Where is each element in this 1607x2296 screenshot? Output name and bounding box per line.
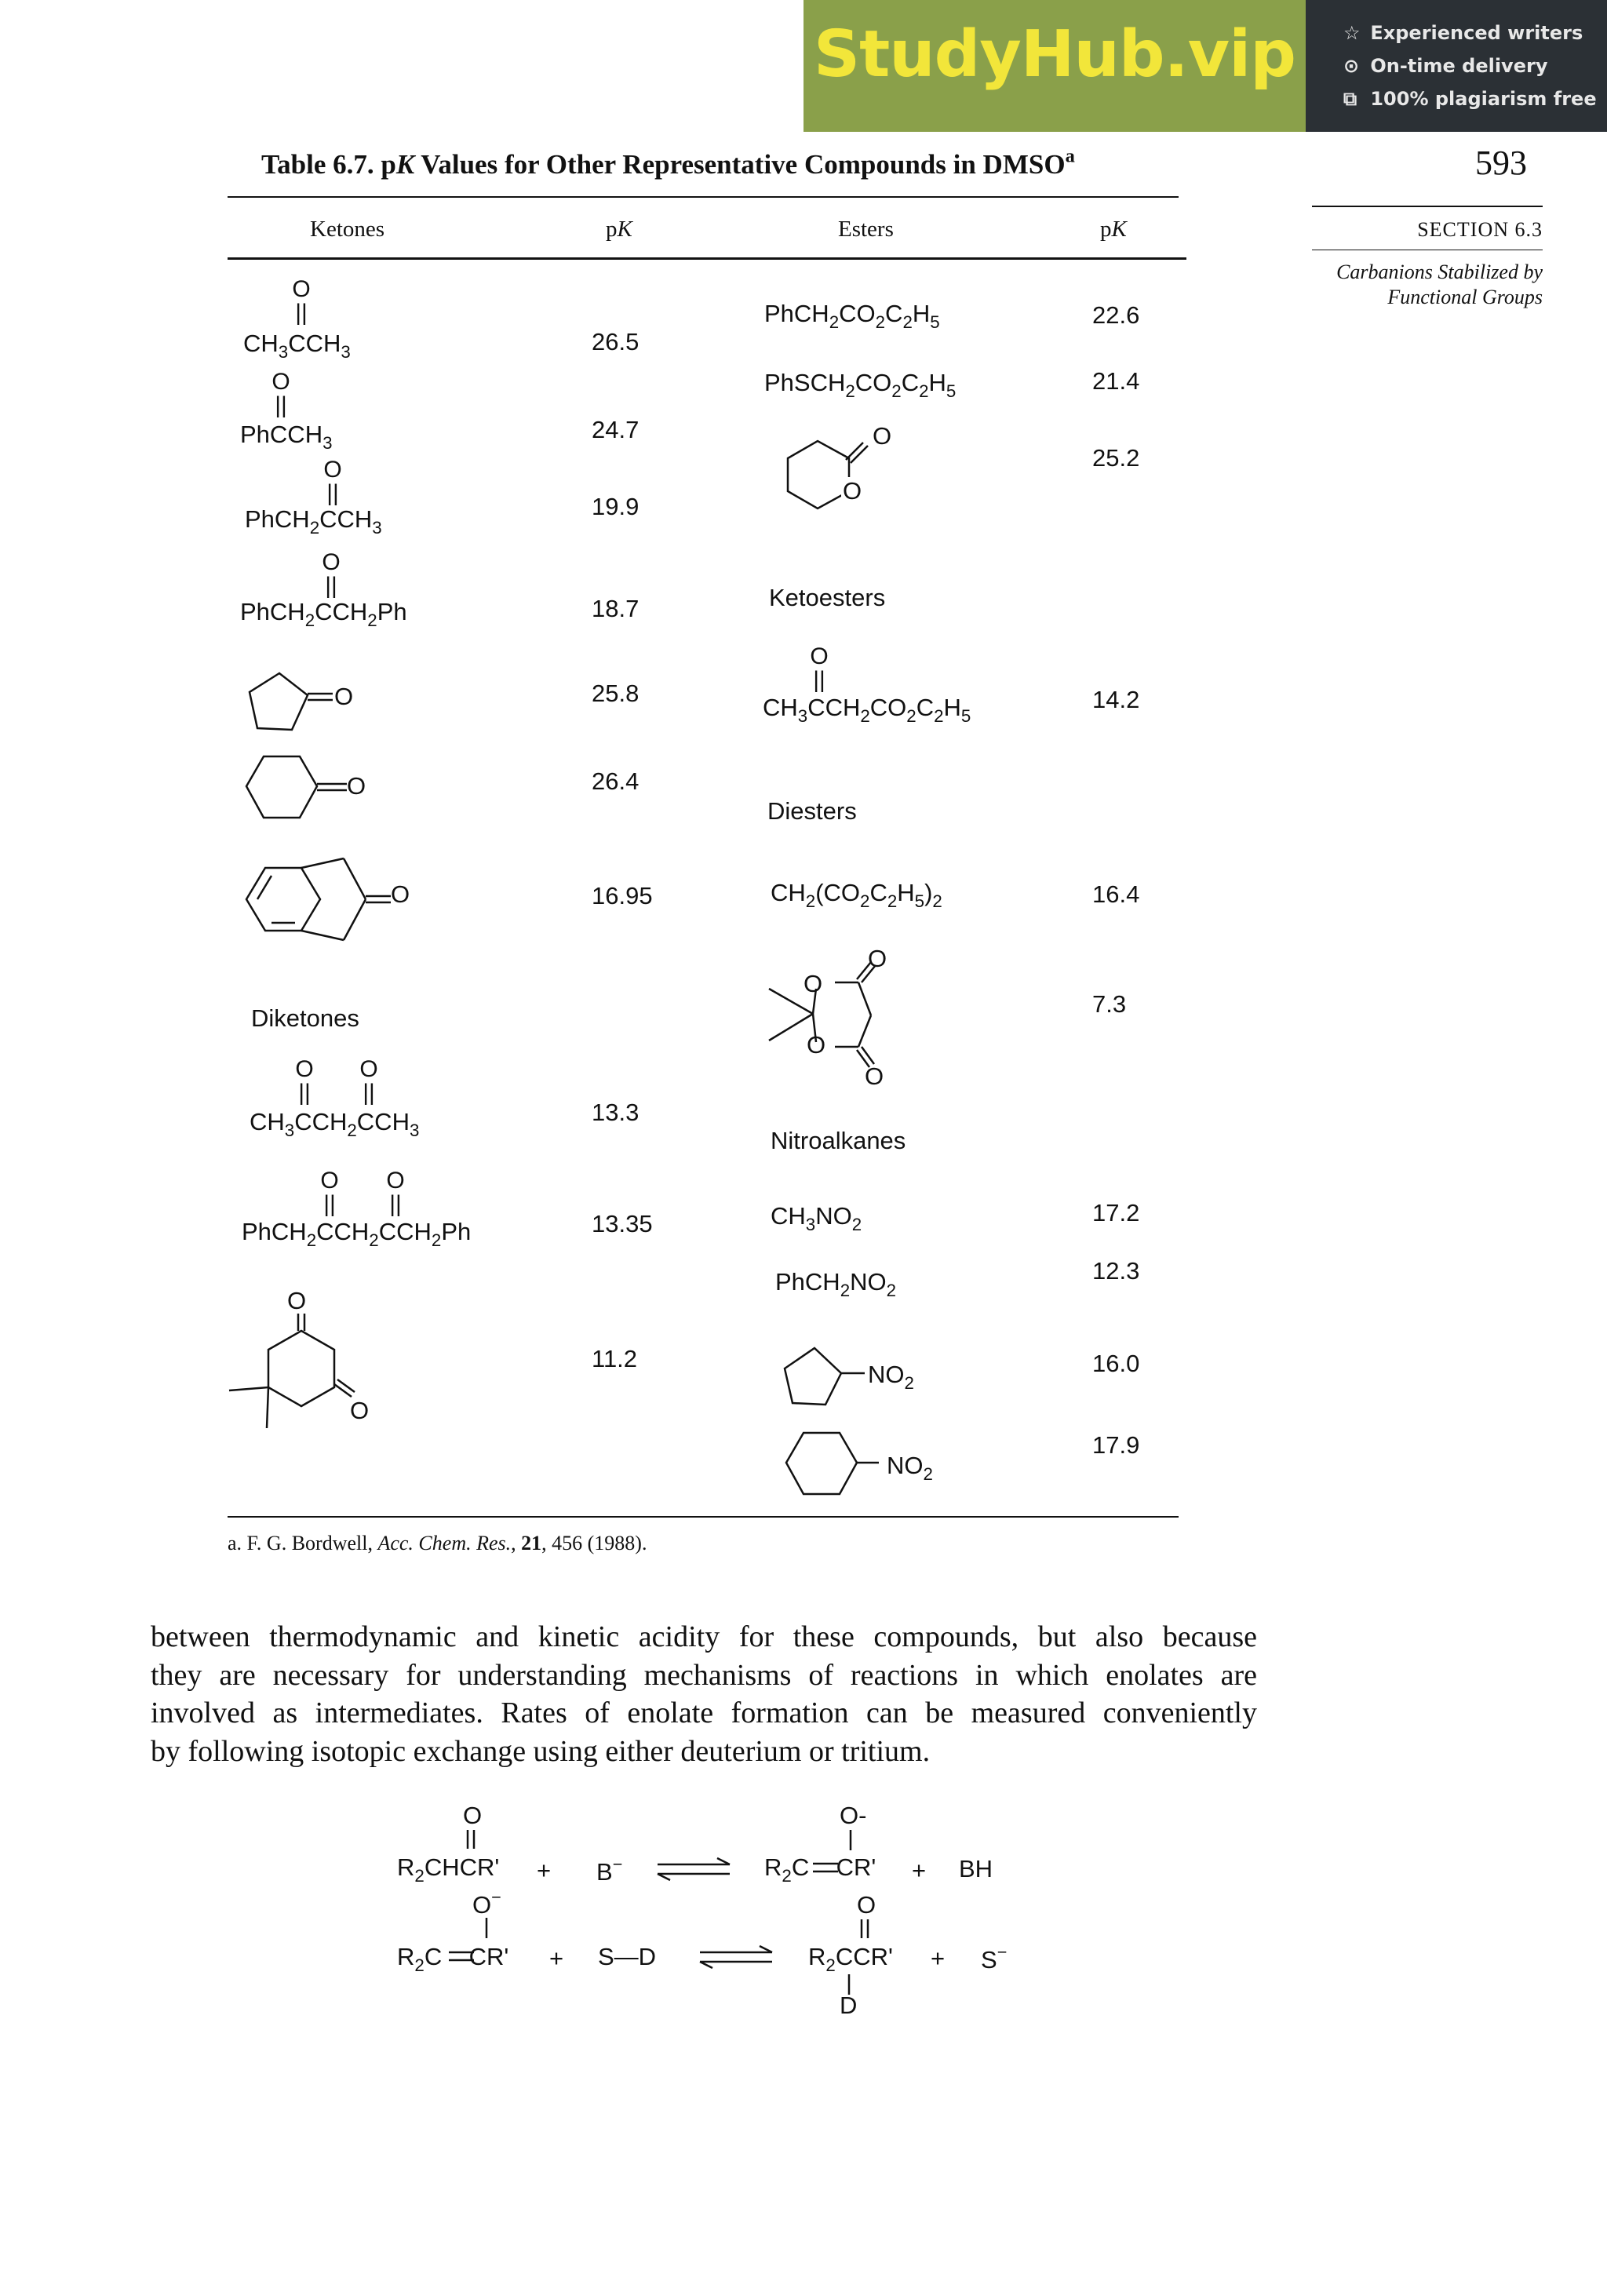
pk-acetophenone: 24.7 [592,416,640,443]
carbonyl-oxygen: O || [359,1056,378,1106]
deuterated-solvent: S—D [598,1943,657,1970]
pk-ethyl-phenylacetate: 22.6 [1092,301,1140,329]
compound-diethyl-malonate: $CH_2(CO_2C_2H_5)_2$ [771,879,942,911]
compound-dibenzoylmethane: $PhCH_2CCH_2CCH_2Ph$ [242,1218,472,1250]
compound-ethyl-acetoacetate: $CH_3CCH_2CO_2C_2H_5$ [763,694,971,726]
plus-sign: + [549,1944,564,1972]
meldrums-ring-oxygen-top: O [804,970,823,997]
compound-ethyl-phenylthioacetate: $PhSCH_2CO_2C_2H_5$ [764,369,957,401]
banner-feature-plagiarism: ⧉ 100% plagiarism free [1343,88,1597,110]
meldrums-ring-oxygen-bottom: O [807,1031,826,1059]
compound-ethyl-phenylacetate: $PhCH_2CO_2C_2H_5$ [764,300,940,332]
table-title: Table 6.7. pK Values for Other Representative Compounds in DMSO$^a$ [261,145,1075,180]
carbonyl-oxygen: O || [810,643,829,693]
pk-diethyl-malonate: 16.4 [1092,880,1140,908]
compound-acetone: $CH_3CCH_3$ [243,330,351,362]
enolate-oxygen: O− [472,1886,501,1919]
group-label-diketones: Diketones [251,1004,359,1032]
enolate-product: $R_2C$ CR' [764,1853,876,1886]
pk-acetone: 26.5 [592,328,640,355]
valerolactone-ring-oxygen: O [843,477,862,505]
nitrocyclopentane-nitro-group: $NO_2$ [868,1361,914,1393]
valerolactone-carbonyl-oxygen: O [873,422,892,450]
plus-sign: + [912,1857,927,1884]
carbonyl-oxygen: O || [320,1168,339,1217]
compound-acetophenone: PhCCH$_3$ [240,421,333,453]
carbonyl-oxygen: O || [323,457,342,506]
compound-nitromethane: $CH_3NO_2$ [771,1202,862,1234]
compound-phenylacetone: $PhCH_2CCH_3$ [245,505,382,538]
pk-dimedone: 11.2 [592,1345,638,1372]
star-icon: ☆ [1343,22,1361,44]
reactant-ketone: $R_2CHCR'$ [397,1853,500,1886]
column-header-ketones: Ketones [310,217,385,242]
enolate-oxygen: O- [840,1802,867,1829]
pk-nitrocyclopentane: 16.0 [1092,1350,1140,1377]
enolate-reactant: $R_2C$ CR' [397,1943,509,1975]
dimedone-oxygen-bottom: O [350,1397,370,1424]
body-line: by following isotopic exchange using either deuterium or tritium. [151,1734,931,1768]
compound-acetylacetone: $CH_3CCH_2CCH_3$ [250,1108,420,1140]
dimedone-oxygen-top: O [287,1287,307,1314]
column-header-pk-right: pK [1100,217,1127,242]
meldrums-carbonyl-oxygen-top: O [868,945,887,972]
page-number: 593 [1475,144,1527,182]
banner-feature-writers: ☆ Experienced writers [1343,22,1583,44]
conjugate-acid: BH [959,1855,993,1882]
pk-meldrums-acid: 7.3 [1092,990,1127,1018]
pk-acetylacetone: 13.3 [592,1099,640,1126]
clock-icon: ⊙ [1343,55,1360,77]
deuterated-ketone: $R_2CCR'$ [808,1943,893,1975]
pk-cyclohexanone: 26.4 [592,767,640,795]
deuterium-atom: D [840,1992,858,2019]
column-header-pk-left: pK [606,217,632,242]
plus-sign: + [931,1944,946,1972]
cyclohexanone-oxygen: O [347,772,366,800]
table-footnote: a. F. G. Bordwell, Acc. Chem. Res., 21, 456 (1988). [228,1532,647,1554]
pk-nitromethane: 17.2 [1092,1199,1140,1226]
section-title-line2: Functional Groups [1387,286,1543,308]
cyclopentanone-oxygen: O [334,683,354,710]
product-carbonyl-oxygen: O [857,1891,876,1919]
carbonyl-oxygen: O || [271,369,290,418]
pk-ethyl-acetoacetate: 14.2 [1092,686,1140,713]
section-title-line1: Carbanions Stabilized by [1336,261,1543,283]
copy-icon: ⧉ [1343,88,1357,110]
reactant-carbonyl-oxygen: O [463,1802,483,1829]
column-header-esters: Esters [838,217,894,242]
section-label: SECTION 6.3 [1417,218,1543,241]
meldrums-carbonyl-oxygen-bottom: O [865,1062,884,1090]
pk-phenylacetone: 19.9 [592,493,640,520]
indanone-oxygen: O [391,880,410,908]
carbonyl-oxygen: O || [386,1168,405,1217]
banner-feature-delivery: ⊙ On-time delivery [1343,55,1548,77]
pk-dibenzyl-ketone: 18.7 [592,595,640,622]
pk-ethyl-phenylthioacetate: 21.4 [1092,367,1140,395]
group-label-ketoesters: Ketoesters [769,584,886,611]
pk-nitrocyclohexane: 17.9 [1092,1431,1140,1459]
pk-cyclopentanone: 25.8 [592,680,640,707]
pk-valerolactone: 25.2 [1092,444,1140,472]
carbonyl-oxygen: O || [322,549,341,599]
compound-dibenzyl-ketone: $PhCH_2CCH_2Ph$ [240,598,407,630]
group-label-nitroalkanes: Nitroalkanes [771,1127,906,1154]
studyhub-logo[interactable]: StudyHub.vip [814,17,1295,92]
plus-sign: + [537,1857,552,1884]
nitrocyclohexane-nitro-group: $NO_2$ [887,1452,933,1484]
pk-indanone: 16.95 [592,882,653,909]
group-label-diesters: Diesters [767,797,857,825]
solvent-anion: S− [981,1941,1008,1973]
body-line: involved as intermediates. Rates of enolate formation can be measured conveniently [151,1696,1257,1729]
carbonyl-oxygen: O || [295,1056,314,1106]
base: B− [596,1853,623,1886]
body-line: between thermodynamic and kinetic acidity for these compounds, but also because [151,1620,1257,1653]
body-line: they are necessary for understanding mechanisms of reactions in which enolates are [151,1658,1257,1692]
pk-phenylnitromethane: 12.3 [1092,1257,1140,1285]
pk-dibenzoylmethane: 13.35 [592,1210,653,1237]
carbonyl-oxygen: O || [292,276,311,326]
compound-phenylnitromethane: $PhCH_2NO_2$ [775,1268,897,1300]
